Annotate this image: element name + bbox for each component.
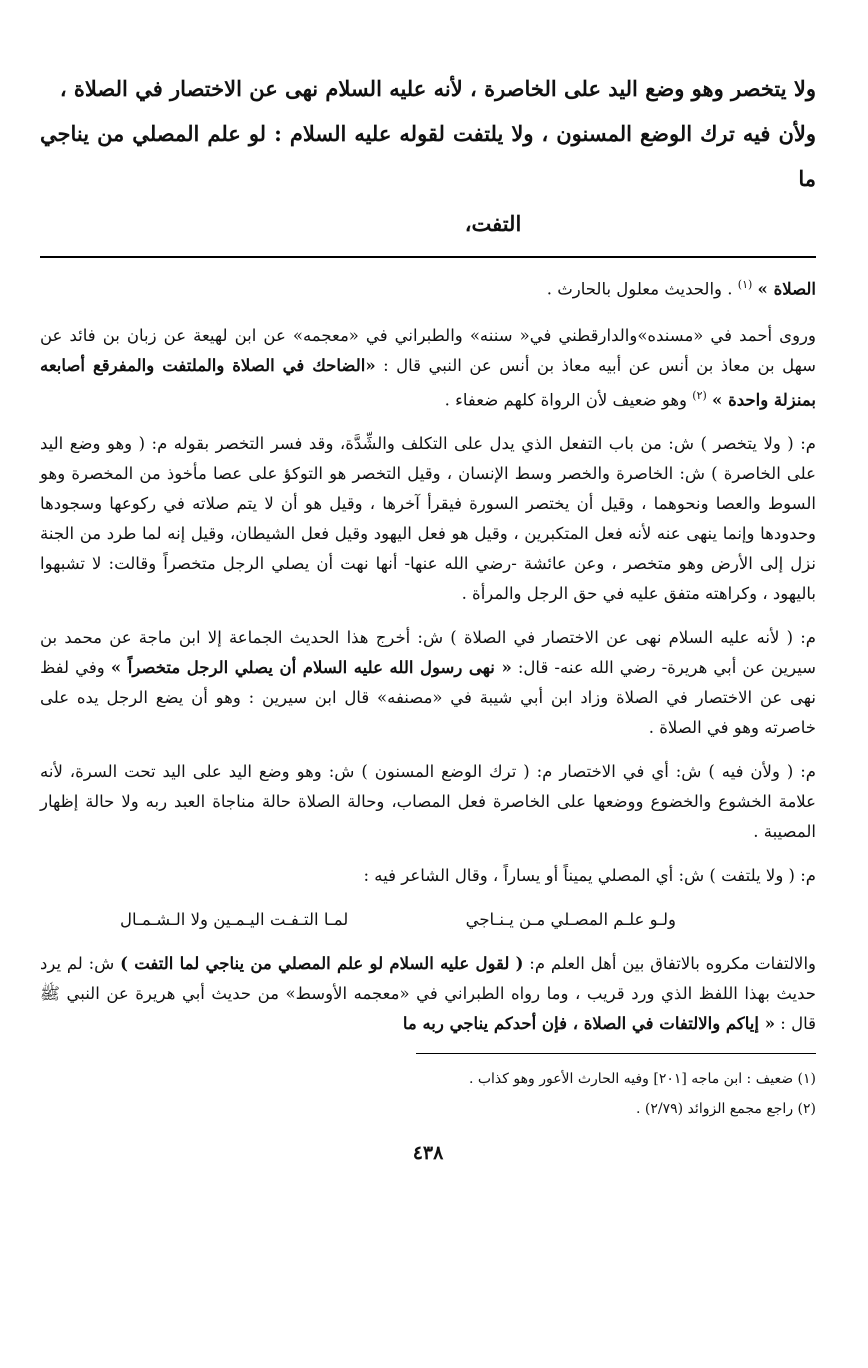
footnote: (١) ضعيف : ابن ماجه [٢٠١] وفيه الحارث الأعور وهو كذاب .	[468, 1071, 816, 1087]
paragraph-text: م: ( لأنه عليه السلام نهى عن الاختصار في الصلاة ) ش: أخرج هذا الحديث الجماعة إلا ابن ماجة عن محمد بن سيرين عن أبي هريرة- رضي الله عنه- قال:	[40, 628, 816, 677]
paragraph-text: ش: لم يرد حديث بهذا اللفظ الذي ورد قريب ، وما رواه الطبراني في «معجمه الأوسط» من حديث أبي هريرة عن النبي ﷺ قال :	[40, 954, 816, 1033]
footnote-ref: (٢)	[692, 388, 707, 402]
page	[40, 66, 816, 1164]
separator-rule	[40, 256, 816, 258]
footnote: (٢) راجع مجمع الزوائد (٢/٧٩) .	[636, 1101, 816, 1117]
footnotes	[40, 1064, 816, 1124]
paragraph-text: . والحديث معلول بالحارث .	[546, 279, 733, 299]
quote-text: « نهى رسول الله عليه السلام أن يصلي الرجل متخصراً »	[110, 658, 512, 677]
page-number: ٤٣٨	[412, 1142, 444, 1164]
footnote-ref: (١)	[737, 278, 753, 291]
main-text-line: ولا يتخصر وهو وضع اليد على الخاصرة ، لأنه عليه السلام نهى عن الاختصار في الصلاة ،	[59, 76, 816, 101]
quote-text: الصلاة »	[757, 279, 816, 299]
main-text-line: ولأن فيه ترك الوضع المسنون ، ولا يلتفت لقوله عليه السلام : لو علم المصلي من يناجي ما	[40, 121, 816, 191]
commentary-paragraph: م: ( ولا يتخصر ) ش: من باب التفعل الذي يدل على التكلف والشِّدَّة، وقد فسر التخصر بقوله م: ( وهو وضع اليد على الخاصرة ) ش: الخاصرة والخصر وسط الإنسان ، وقيل التخصر هو التوكؤ على عصا مأخوذ من المخصرة وهو السوط والعصا ونحوهما ، وقيل أن يختصر السورة فيقرأ آخرها ، وقيل هو أن لا يتم صلاته في ركوعها وسجودها وحدودها وإنما ينهى عنه لأنه فعل المتكبرين ، وقيل هو فعل اليهود وقيل فعل الشيطان، وقيل إنه لما طرد من الجنة نزل إلى الأرض وهو متخصر ، وعن عائشة -رضي الله عنها- أنها نهت أن يصلي الرجل متخصراً وقالت: لا تشبهوا باليهود ، وكراهته متفق عليه في حق الرجل والمرأة .	[40, 434, 816, 603]
quote-text: « إياكم والالتفات في الصلاة ، فإن أحدكم يناجي ربه ما	[402, 1014, 776, 1033]
paragraph-text: وروى أحمد في «مسنده»والدارقطني في« سننه» والطبراني في «معجمه» عن ابن لهيعة عن زبان بن فائد عن سهل بن معاذ بن أنس عن أبيه معاذ بن أنس عن النبي قال :	[40, 325, 817, 375]
commentary-paragraph	[40, 949, 816, 1039]
poetry-verse	[40, 905, 816, 935]
verse-hemistich-right: ولـو علـم المصـلي مـن يـنـاجي	[465, 910, 676, 929]
main-text-line: التفت،	[464, 211, 522, 236]
quote-text: ( لقول عليه السلام لو علم المصلي من يناجي لما التفت )	[120, 954, 524, 973]
commentary-paragraph	[40, 321, 816, 416]
commentary	[40, 270, 816, 1039]
commentary-paragraph	[40, 270, 816, 305]
commentary-paragraph	[40, 623, 816, 743]
paragraph-text: وفي لفظ نهى عن الاختصار في الصلاة وزاد ابن أبي شيبة في «مصنفه» قال ابن سيرين : وهو أن يضع الرجل يده على خاصرته وهو في الصلاة .	[40, 658, 816, 737]
footnote-rule	[416, 1053, 816, 1054]
paragraph-text: والالتفات مكروه بالاتفاق بين أهل العلم م:	[529, 954, 817, 973]
main-text	[40, 66, 816, 246]
quote-text: «الضاحك في الصلاة والملتفت والمفرقع أصابعه بمنزلة واحدة »	[40, 355, 816, 409]
paragraph-text: وهو ضعيف لأن الرواة كلهم ضعفاء .	[444, 390, 688, 409]
verse-hemistich-left: لمـا التـفـت اليـمـين ولا الـشـمـال	[120, 910, 349, 929]
commentary-paragraph: م: ( ولا يلتفت ) ش: أي المصلي يميناً أو يساراً ، وقال الشاعر فيه :	[363, 866, 816, 885]
commentary-paragraph: م: ( ولأن فيه ) ش: أي في الاختصار م: ( ترك الوضع المسنون ) ش: وهو وضع اليد على اليد تحت السرة، لأنه علامة الخشوع والخضوع ووضعها على الخاصرة فعل المصاب، وحالة الصلاة حالة مناجاة العبد ربه ولا حالة إظهار المصيبة .	[40, 762, 816, 841]
